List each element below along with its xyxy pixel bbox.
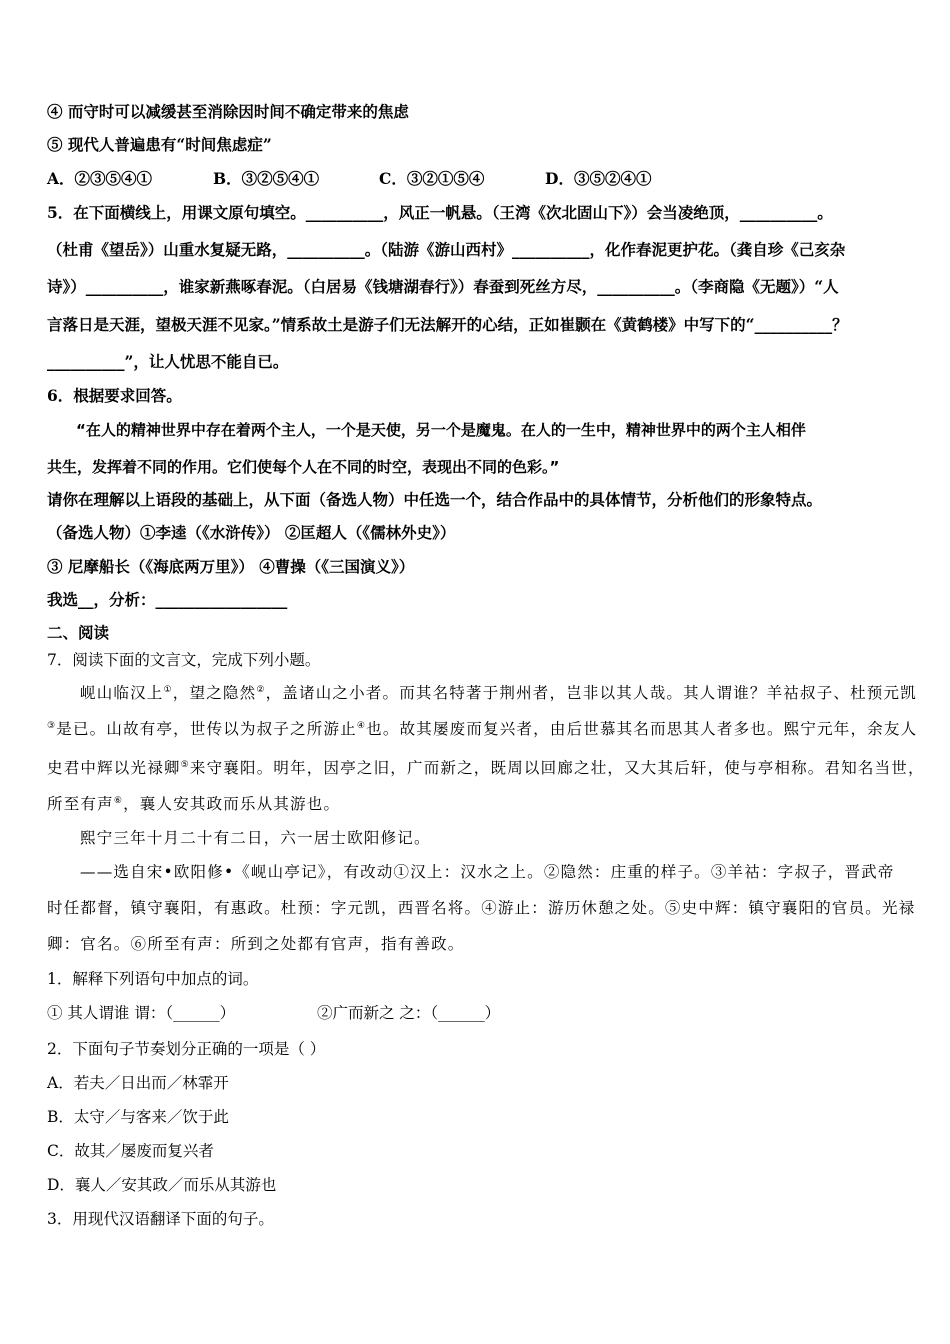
footnote-mark: ③ (47, 720, 57, 731)
q5-line-4: 言落日是天涯，望极天涯不见家。”情系故土是游子们无法解开的心结，正如崔颢在《黄鹤楼》中写下的“__________？ (47, 315, 848, 334)
q4-option-b: B．③②⑤④① (213, 169, 320, 188)
sub-question-3: 3．用现代汉语翻译下面的句子。 (47, 1210, 274, 1228)
notes-line-1: ——选自宋•欧阳修•《岘山亭记》，有改动①汉上：汉水之上。②隐然：庄重的样子。③羊祜：字叔子，晋武帝 (80, 863, 895, 881)
sub-question-1: 1．解释下列语句中加点的词。 (47, 970, 259, 988)
notes-line-3: 卿：官名。⑥所至有声：所到之处都有官声，指有善政。 (47, 935, 465, 953)
choice-c: C．故其／屡废而复兴者 (47, 1142, 214, 1160)
choice-b: B．太守／与客来／饮于此 (47, 1108, 229, 1126)
passage-text: 所至有声 (47, 795, 114, 813)
section-heading: 二、阅读 (47, 623, 110, 642)
q4-option-a: A．②③⑤④① (47, 169, 153, 188)
q6-candidates-2: ③ 尼摩船长（《海底两万里》） ④曹操（《三国演义》） (47, 557, 415, 576)
footnote-mark: ⑥ (113, 795, 124, 806)
q5-line-3: 诗》）__________，谁家新燕啄春泥。（白居易《钱塘湖春行》）春蚕到死丝方尽，__________。（李商隐《无题》）“人 (47, 277, 839, 296)
passage-text: ，盖诸山之小者。而其名特著于荆州者，岂非以其人哉。其人谓谁？羊祜叔子、杜预元凯 (265, 684, 917, 702)
q4-options (47, 167, 920, 191)
q4-option-c: C．③②①⑤④ (379, 169, 485, 188)
passage-line-4 (47, 792, 920, 816)
q7-title: 7．阅读下面的文言文，完成下列小题。 (47, 651, 321, 669)
sub-question-1-items (47, 1001, 920, 1025)
q6-quote-line-1: “在人的精神世界中存在着两个主人，一个是天使，另一个是魔鬼。在人的一生中，精神世界中的两个主人相伴 (76, 421, 806, 439)
passage-line-1 (80, 681, 920, 705)
q4-option-d: D．③⑤②④① (545, 169, 652, 188)
notes-line-2: 时任都督，镇守襄阳，有惠政。杜预：字元凯，西晋名将。④游止：游历休憩之处。⑤史中辉：镇守襄阳的官员。光禄 (47, 899, 916, 917)
passage-text: ，襄人安其政而乐从其游也。 (123, 795, 341, 813)
passage-text: 也。故其屡废而复兴者，由后世慕其名而思其人者多也。熙宁元年，余友人 (366, 720, 918, 738)
passage-date: 熙宁三年十月二十有二日，六一居士欧阳修记。 (80, 829, 431, 847)
sub-question-1a: ① 其人谓谁 谓：（______） (47, 1004, 236, 1022)
footnote-mark: ⑤ (180, 759, 190, 770)
q5-line-1: 5．在下面横线上，用课文原句填空。__________，风正一帆悬。（王湾《次北固山下》）会当凌绝顶，__________。 (47, 203, 833, 222)
passage-line-2 (47, 717, 920, 741)
q6-answer-line: 我选__，分析：_________________ (47, 590, 288, 609)
footnote-mark: ② (256, 684, 266, 695)
q6-title: 6．根据要求回答。 (47, 386, 182, 405)
q4-item-5: ⑤ 现代人普遍患有“时间焦虑症” (47, 135, 272, 154)
sub-question-2: 2．下面句子节奏划分正确的一项是（ ） (47, 1040, 326, 1058)
passage-line-3 (47, 756, 925, 780)
passage-text: 是已。山故有亭，世传以为叔子之所游止 (56, 720, 357, 738)
q4-item-4: ④ 而守时可以减缓甚至消除因时间不确定带来的焦虑 (47, 102, 409, 121)
q6-prompt: 请你在理解以上语段的基础上，从下面（备选人物）中任选一个，结合作品中的具体情节，分析他们的形象特点。 (47, 490, 823, 509)
passage-text: ，望之隐然 (172, 684, 257, 702)
footnote-mark: ④ (356, 720, 367, 731)
passage-text: 岘山临汉上 (80, 684, 164, 702)
choice-a: A．若夫／日出而／林霏开 (47, 1074, 229, 1092)
passage-text: 来守襄阳。明年，因亭之旧，广而新之，既周以回廊之壮，又大其后轩，使与亭相称。君知名当世， (189, 759, 925, 777)
choice-d: D．襄人／安其政／而乐从其游也 (47, 1176, 277, 1194)
q5-line-2: （杜甫《望岳》）山重水复疑无路，__________。（陆游《游山西村》__________，化作春泥更护花。（龚自珍《己亥杂 (47, 240, 846, 259)
q5-line-5: __________”，让人忧思不能自已。 (47, 352, 289, 371)
q6-candidates-1: （备选人物）①李逵（《水浒传》） ②匡超人（《儒林外史》） (47, 523, 456, 542)
sub-question-1b: ②广而新之 之：（______） (317, 1004, 501, 1022)
passage-text: 史君中辉以光禄卿 (47, 759, 181, 777)
footnote-mark: ① (163, 684, 173, 695)
q6-quote-line-2: 共生，发挥着不同的作用。它们使每个人在不同的时空，表现出不同的色彩。” (47, 458, 560, 476)
